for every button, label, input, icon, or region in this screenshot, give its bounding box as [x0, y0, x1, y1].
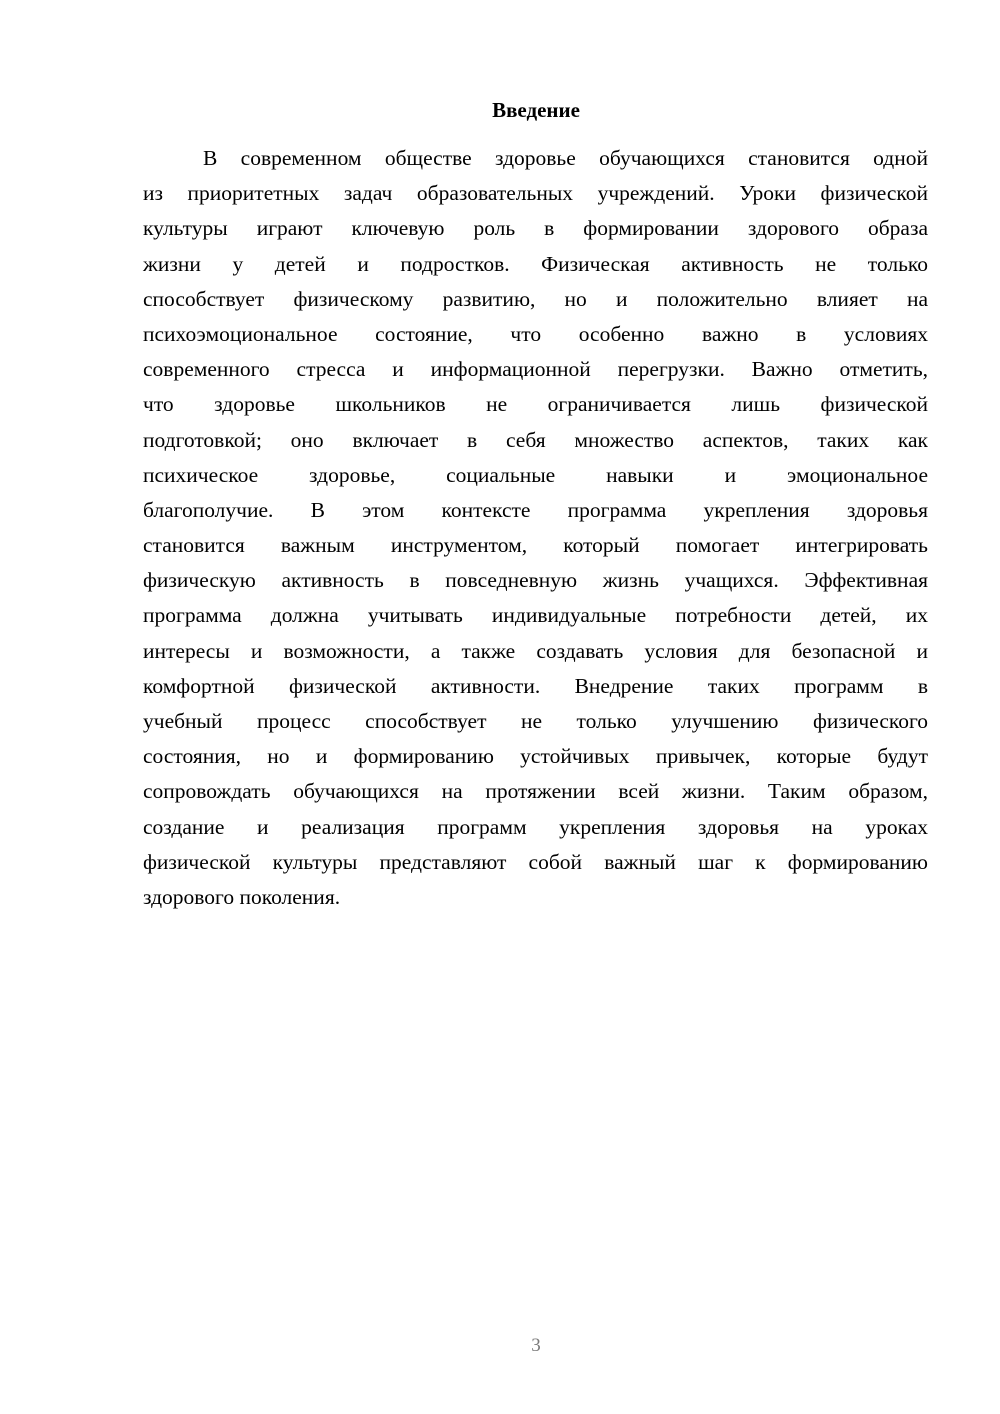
paragraph-line: благополучие. В этом контексте программа укрепления здоровья — [143, 497, 928, 522]
paragraph-line: психическое здоровье, социальные навыки и эмоциональное — [143, 462, 928, 487]
paragraph-line: физическую активность в повседневную жизнь учащихся. Эффективная — [143, 568, 928, 593]
page-number: 3 — [531, 1335, 541, 1356]
paragraph-line: из приоритетных задач образовательных учреждений. Уроки физической — [143, 181, 928, 206]
paragraph-line: интересы и возможности, а также создавать условия для безопасной и — [143, 638, 928, 663]
paragraph-line: современного стресса и информационной перегрузки. Важно отметить, — [143, 357, 928, 382]
paragraph-line: комфортной физической активности. Внедрение таких программ в — [143, 673, 928, 698]
paragraph-line: способствует физическому развитию, но и положительно влияет на — [143, 286, 928, 311]
paragraph-line: культуры играют ключевую роль в формировании здорового образа — [143, 216, 928, 241]
paragraph-line: становится важным инструментом, который помогает интегрировать — [143, 533, 928, 558]
paragraph-line: здорового поколения. — [143, 884, 341, 909]
paragraph-line: состояния, но и формированию устойчивых привычек, которые будут — [143, 744, 928, 769]
paragraph-line: создание и реализация программ укрепления здоровья на уроках — [143, 814, 928, 839]
paragraph-line: сопровождать обучающихся на протяжении всей жизни. Таким образом, — [143, 779, 928, 804]
body-paragraph — [143, 141, 928, 915]
paragraph-line: учебный процесс способствует не только улучшению физического — [143, 709, 928, 733]
paragraph-line: психоэмоциональное состояние, что особенно важно в условиях — [143, 321, 928, 346]
paragraph-line: что здоровье школьников не ограничивается лишь физической — [143, 392, 928, 417]
paragraph-line: подготовкой; оно включает в себя множество аспектов, таких как — [143, 427, 928, 452]
paragraph-line: физической культуры представляют собой важный шаг к формированию — [143, 849, 928, 874]
paragraph-line: жизни у детей и подростков. Физическая активность не только — [143, 251, 928, 276]
section-heading: Введение — [492, 98, 580, 122]
paragraph-line: программа должна учитывать индивидуальные потребности детей, их — [143, 603, 928, 628]
paragraph-line: В современном обществе здоровье обучающихся становится одной — [203, 146, 928, 170]
